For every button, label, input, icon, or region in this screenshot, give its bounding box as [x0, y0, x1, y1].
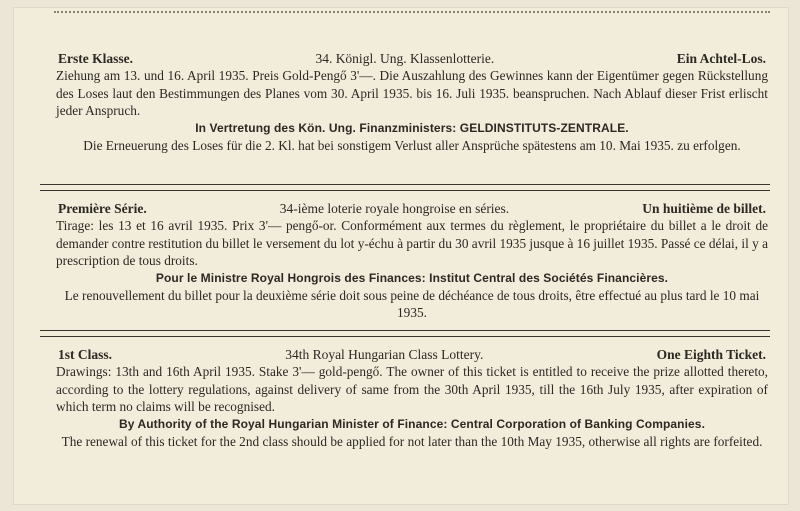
ticket-label: Un huitième de billet.	[642, 201, 766, 216]
section-english-header	[56, 346, 768, 363]
section-divider	[40, 330, 770, 337]
class-label: Erste Klasse.	[58, 51, 133, 66]
section-french-header	[56, 200, 768, 217]
authority-line: By Authority of the Royal Hungarian Minister of Finance: Central Corporation of Banking Companies.	[118, 416, 706, 431]
renewal-text: The renewal of this ticket for the 2nd class should be applied for not later than the 10th May 1935, otherwise all rights are forfeited.	[61, 433, 763, 449]
ticket-label: One Eighth Ticket.	[656, 347, 766, 362]
terms-text: Ziehung am 13. und 16. April 1935. Preis Gold-Pengő 3'—. Die Auszahlung des Gewinnes kann der Eigentümer gegen Rückstellung des Loses laut den Bestimmungen des Planes vom 30. April 1935. bis 16. Juli 1935. beanspruchen. Nach Ablauf dieser Frist erlischt jeder Anspruch.	[56, 68, 768, 119]
section-divider	[40, 184, 770, 191]
class-label: Première Série.	[58, 201, 147, 216]
perforation-edge	[54, 11, 770, 13]
class-label: 1st Class.	[58, 347, 113, 362]
renewal-text: Le renouvellement du billet pour la deuxième série doit sous peine de déchéance de tous droits, être effectué au plus tard le 10 mai 1935.	[64, 287, 760, 321]
lottery-title: 34. Königl. Ung. Klassenlotterie.	[315, 51, 495, 66]
ticket-label: Ein Achtel-Los.	[676, 51, 766, 66]
terms-text: Drawings: 13th and 16th April 1935. Stake 3'— gold-pengő. The owner of this ticket is entitled to receive the prize allotted thereto, according to the lottery regulations, against delivery of same from the 30th April 1935, till the 16th July 1935, after expiration of which term no claims will be recognised.	[56, 364, 768, 415]
section-german	[56, 50, 768, 154]
lottery-title: 34-ième loterie royale hongroise en séries.	[279, 201, 510, 216]
authority-line: Pour le Ministre Royal Hongrois des Finances: Institut Central des Sociétés Financières.	[155, 270, 669, 285]
section-french	[56, 200, 768, 322]
renewal-text: Die Erneuerung des Loses für die 2. Kl. hat bei sonstigem Verlust aller Ansprüche spätestens am 10. Mai 1935. zu erfolgen.	[83, 137, 741, 153]
section-german-header	[56, 50, 768, 67]
authority-line: In Vertretung des Kön. Ung. Finanzministers: GELDINSTITUTS-ZENTRALE.	[195, 120, 629, 135]
terms-text: Tirage: les 13 et 16 avril 1935. Prix 3'— pengő-or. Conformément aux termes du règlement, le propriétaire du billet a le droit de demander contre restitution du billet le versement du lot y-échu à partir du 30 avril 1935 jusque à 16 juillet 1935. Passé ce délai, il y a prescription de tous droits.	[56, 218, 768, 269]
section-english	[56, 346, 768, 450]
lottery-ticket	[14, 8, 788, 504]
lottery-title: 34th Royal Hungarian Class Lottery.	[285, 347, 484, 362]
